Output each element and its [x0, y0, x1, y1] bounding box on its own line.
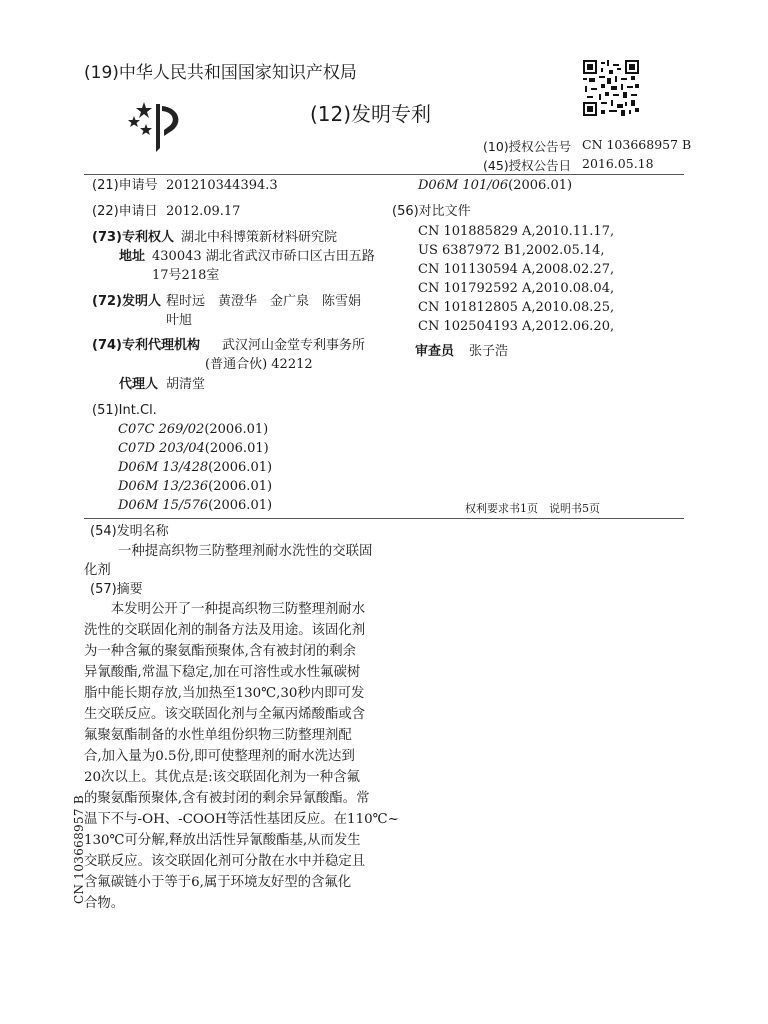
abstract-line: 脂中能长期存放,当加热至130℃,30秒内即可发	[84, 686, 365, 701]
abstract-line: 合物。	[84, 896, 125, 911]
app-number-label: (21)申请号	[92, 178, 158, 193]
int-cl-row	[118, 458, 272, 478]
abstract-line: 生交联反应。该交联固化剂与全氟丙烯酸酯或含	[84, 707, 366, 722]
abstract-line: 异氰酸酯,常温下稳定,加在可溶性或水性氟碳树	[84, 665, 361, 680]
abstract-line: 本发明公开了一种提高织物三防整理剂耐水	[84, 602, 366, 617]
reference-item: CN 101885829 A,2010.11.17,	[418, 224, 615, 239]
reference-item: CN 101792592 A,2010.08.04,	[418, 281, 615, 296]
agency-line-1: 武汉河山金堂专利事务所	[222, 338, 366, 353]
reference-item: CN 102504193 A,2012.06.20,	[418, 319, 615, 334]
invention-title-line-2: 化剂	[84, 563, 111, 578]
int-cl-code: C07D 203/04	[118, 441, 205, 456]
int-cl-version: (2006.01)	[204, 441, 269, 456]
abstract-line: 20次以上。其优点是:该交联固化剂为一种含氟	[84, 770, 360, 785]
invention-title-line-1: 一种提高织物三防整理剂耐水洗性的交联固	[118, 544, 373, 559]
extra-class-version: (2006.01)	[508, 178, 573, 193]
extra-class-row	[418, 176, 572, 196]
margin-patent-number: CN 103668957 B	[72, 794, 86, 904]
int-cl-row	[118, 496, 272, 516]
reference-item: CN 101812805 A,2010.08.25,	[418, 300, 615, 315]
abstract-line: 为一种含氟的聚氨酯预聚体,含有被封闭的剩余	[84, 644, 357, 659]
abstract-line: 合,加入量为0.5份,即可使整理剂的耐水洗达到	[84, 749, 355, 764]
abstract-label: (57)摘要	[90, 582, 143, 597]
int-cl-label: (51)Int.Cl.	[92, 403, 157, 418]
abstract-line: 温下不与-OH、-COOH等活性基团反应。在110℃~	[84, 812, 399, 827]
reference-item: US 6387972 B1,2002.05.14,	[418, 243, 605, 258]
inventors-line-1: 程时远 黄澄华 金广泉 陈雪娟	[166, 294, 362, 309]
agent-label: 代理人	[119, 377, 159, 392]
abstract-line: 洗性的交联固化剂的制备方法及用途。该固化剂	[84, 623, 366, 638]
examiner-label: 审查员	[415, 344, 455, 359]
int-cl-version: (2006.01)	[208, 479, 273, 494]
int-cl-code: C07C 269/02	[118, 422, 205, 437]
address-line-2: 17号218室	[152, 268, 220, 283]
int-cl-row	[118, 420, 268, 440]
int-cl-version: (2006.01)	[208, 498, 273, 513]
int-cl-code: D06M 13/428	[118, 460, 209, 475]
pub-number-label: (10)授权公告号	[483, 139, 572, 154]
cnipa-logo-icon	[126, 98, 186, 154]
int-cl-code: D06M 13/236	[118, 479, 209, 494]
agency-line-2: (普通合伙) 42212	[205, 357, 313, 372]
int-cl-row	[118, 477, 272, 497]
examiner-value: 张子浩	[469, 344, 509, 359]
page-count-note: 权利要求书1页 说明书5页	[465, 502, 600, 515]
app-date-value: 2012.09.17	[166, 204, 241, 219]
abstract-line: 氟聚氨酯制备的水性单组份织物三防整理剂配	[84, 728, 352, 743]
document-kind: (12)发明专利	[310, 102, 432, 126]
extra-class-code: D06M 101/06	[418, 178, 509, 193]
qr-code-icon	[583, 60, 639, 116]
agent-value: 胡清堂	[166, 377, 206, 392]
patentee-value: 湖北中科博策新材料研究院	[181, 230, 338, 245]
section-rule	[84, 518, 684, 519]
int-cl-row	[118, 439, 269, 459]
int-cl-code: D06M 15/576	[118, 498, 209, 513]
header-rule	[84, 174, 684, 175]
address-label: 地址	[119, 249, 146, 264]
app-date-label: (22)申请日	[92, 204, 158, 219]
pub-date-value: 2016.05.18	[582, 156, 654, 171]
references-label: (56)对比文件	[392, 204, 471, 219]
abstract-line: 含氟碳链小于等于6,属于环境友好型的含氟化	[84, 875, 352, 890]
office-name: (19)中华人民共和国国家知识产权局	[84, 63, 357, 83]
abstract-line: 130℃可分解,释放出活性异氰酸酯基,从而发生	[84, 833, 361, 848]
app-number-value: 201210344394.3	[166, 178, 278, 193]
int-cl-version: (2006.01)	[208, 460, 273, 475]
title-label: (54)发明名称	[90, 524, 169, 539]
address-line-1: 430043 湖北省武汉市硚口区古田五路	[152, 249, 375, 264]
inventors-line-2: 叶旭	[166, 313, 193, 328]
agency-label: (74)专利代理机构	[92, 338, 200, 353]
abstract-line: 交联反应。该交联固化剂可分散在水中并稳定且	[84, 854, 366, 869]
int-cl-version: (2006.01)	[204, 422, 269, 437]
inventors-label: (72)发明人	[92, 294, 161, 309]
pub-date-label: (45)授权公告日	[483, 158, 572, 173]
patentee-label: (73)专利权人	[92, 230, 174, 245]
pub-number-value: CN 103668957 B	[582, 137, 692, 152]
reference-item: CN 101130594 A,2008.02.27,	[418, 262, 615, 277]
abstract-line: 的聚氨酯预聚体,含有被封闭的剩余异氰酸酯。常	[84, 791, 370, 806]
